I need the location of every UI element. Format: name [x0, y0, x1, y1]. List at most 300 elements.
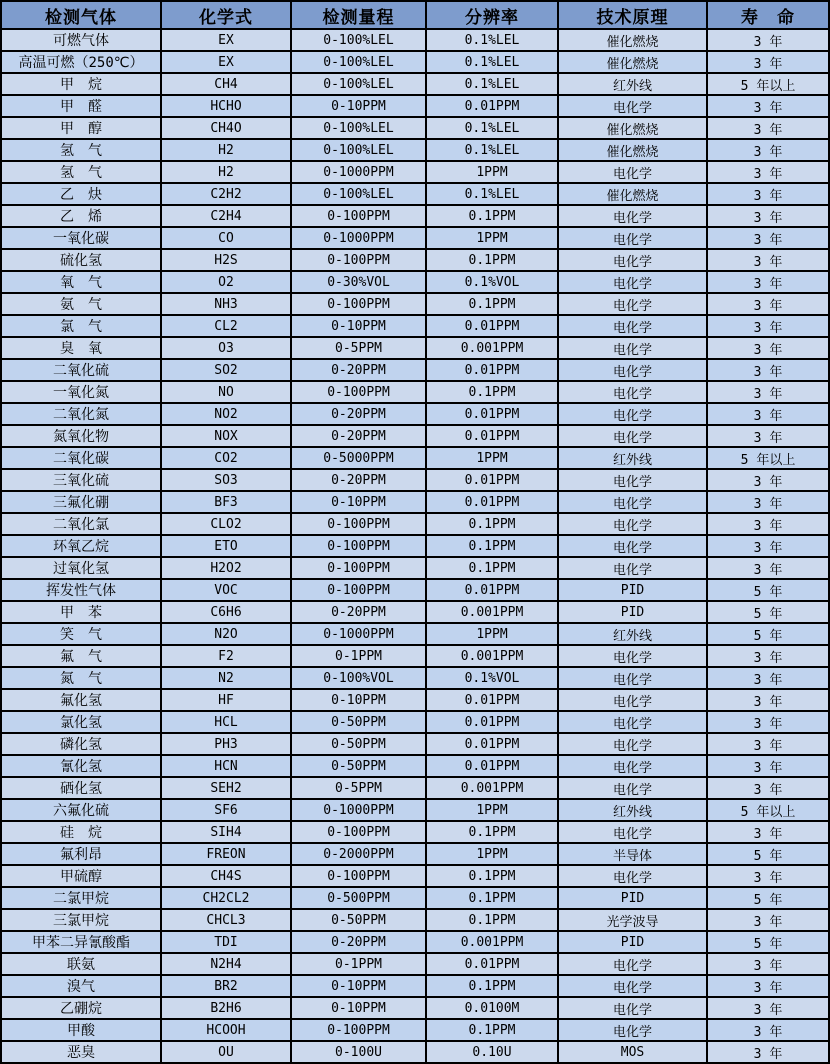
cell-range: 0-100%LEL	[291, 29, 426, 51]
cell-formula: CHCL3	[161, 909, 291, 931]
cell-lifespan: 3 年	[707, 535, 829, 557]
table-row	[1, 909, 829, 931]
cell-resolution: 0.1PPM	[426, 381, 558, 403]
table-row	[1, 535, 829, 557]
cell-range: 0-100PPM	[291, 821, 426, 843]
cell-range: 0-100PPM	[291, 557, 426, 579]
cell-resolution: 1PPM	[426, 799, 558, 821]
cell-formula: NO	[161, 381, 291, 403]
cell-resolution: 0.1%VOL	[426, 667, 558, 689]
cell-gas: 硫化氢	[1, 249, 161, 271]
cell-principle: 电化学	[558, 95, 707, 117]
cell-lifespan: 3 年	[707, 51, 829, 73]
cell-formula: HCHO	[161, 95, 291, 117]
cell-gas: 氯化氢	[1, 711, 161, 733]
cell-formula: O2	[161, 271, 291, 293]
table-row	[1, 843, 829, 865]
cell-formula: H2	[161, 161, 291, 183]
table-row	[1, 755, 829, 777]
table-row	[1, 227, 829, 249]
cell-lifespan: 5 年	[707, 887, 829, 909]
cell-resolution: 0.1%LEL	[426, 51, 558, 73]
cell-range: 0-10PPM	[291, 491, 426, 513]
cell-lifespan: 3 年	[707, 183, 829, 205]
cell-principle: 催化燃烧	[558, 29, 707, 51]
cell-formula: CH4S	[161, 865, 291, 887]
cell-principle: PID	[558, 887, 707, 909]
cell-formula: N2	[161, 667, 291, 689]
cell-resolution: 0.1PPM	[426, 887, 558, 909]
cell-resolution: 0.1PPM	[426, 205, 558, 227]
table-row	[1, 117, 829, 139]
cell-resolution: 0.001PPM	[426, 931, 558, 953]
cell-range: 0-20PPM	[291, 359, 426, 381]
cell-range: 0-500PPM	[291, 887, 426, 909]
cell-principle: 电化学	[558, 975, 707, 997]
cell-lifespan: 3 年	[707, 755, 829, 777]
cell-lifespan: 3 年	[707, 227, 829, 249]
cell-gas: 甲 醇	[1, 117, 161, 139]
cell-resolution: 0.10U	[426, 1041, 558, 1063]
cell-range: 0-100%LEL	[291, 73, 426, 95]
cell-resolution: 0.01PPM	[426, 579, 558, 601]
cell-principle: 电化学	[558, 689, 707, 711]
table-header	[1, 1, 829, 29]
cell-gas: 六氟化硫	[1, 799, 161, 821]
column-header-gas: 检测气体	[1, 1, 161, 29]
cell-lifespan: 3 年	[707, 117, 829, 139]
cell-lifespan: 3 年	[707, 645, 829, 667]
cell-resolution: 0.1%LEL	[426, 29, 558, 51]
cell-range: 0-50PPM	[291, 909, 426, 931]
cell-range: 0-1000PPM	[291, 623, 426, 645]
cell-range: 0-100%VOL	[291, 667, 426, 689]
cell-gas: 甲硫醇	[1, 865, 161, 887]
cell-gas: 氟利昂	[1, 843, 161, 865]
cell-formula: VOC	[161, 579, 291, 601]
cell-resolution: 0.01PPM	[426, 755, 558, 777]
cell-gas: 过氧化氢	[1, 557, 161, 579]
cell-lifespan: 3 年	[707, 337, 829, 359]
cell-range: 0-50PPM	[291, 733, 426, 755]
cell-resolution: 0.1PPM	[426, 865, 558, 887]
cell-principle: 电化学	[558, 161, 707, 183]
cell-gas: 氢 气	[1, 139, 161, 161]
column-header-lifespan: 寿 命	[707, 1, 829, 29]
cell-lifespan: 3 年	[707, 997, 829, 1019]
cell-lifespan: 5 年	[707, 601, 829, 623]
cell-range: 0-50PPM	[291, 755, 426, 777]
cell-principle: 电化学	[558, 557, 707, 579]
table-row	[1, 315, 829, 337]
cell-gas: 溴气	[1, 975, 161, 997]
cell-principle: 催化燃烧	[558, 117, 707, 139]
cell-lifespan: 3 年	[707, 711, 829, 733]
cell-resolution: 0.1PPM	[426, 293, 558, 315]
table-row	[1, 447, 829, 469]
cell-resolution: 0.01PPM	[426, 315, 558, 337]
cell-gas: 二氧化氮	[1, 403, 161, 425]
cell-resolution: 0.1PPM	[426, 821, 558, 843]
cell-lifespan: 3 年	[707, 909, 829, 931]
cell-lifespan: 5 年	[707, 623, 829, 645]
cell-formula: SEH2	[161, 777, 291, 799]
cell-resolution: 0.01PPM	[426, 95, 558, 117]
table-row	[1, 271, 829, 293]
cell-range: 0-10PPM	[291, 95, 426, 117]
cell-resolution: 0.1%LEL	[426, 73, 558, 95]
table-row	[1, 997, 829, 1019]
cell-range: 0-100PPM	[291, 579, 426, 601]
cell-gas: 氯 气	[1, 315, 161, 337]
cell-lifespan: 3 年	[707, 161, 829, 183]
cell-resolution: 0.1%LEL	[426, 139, 558, 161]
cell-formula: SO2	[161, 359, 291, 381]
cell-range: 0-1000PPM	[291, 799, 426, 821]
cell-lifespan: 3 年	[707, 205, 829, 227]
cell-lifespan: 3 年	[707, 733, 829, 755]
cell-lifespan: 3 年	[707, 381, 829, 403]
cell-range: 0-20PPM	[291, 469, 426, 491]
cell-lifespan: 3 年	[707, 359, 829, 381]
cell-resolution: 0.01PPM	[426, 469, 558, 491]
table-row	[1, 953, 829, 975]
cell-formula: CL2	[161, 315, 291, 337]
cell-principle: 电化学	[558, 315, 707, 337]
header-row	[1, 1, 829, 29]
cell-gas: 甲 烷	[1, 73, 161, 95]
cell-principle: 催化燃烧	[558, 139, 707, 161]
cell-gas: 氟化氢	[1, 689, 161, 711]
cell-range: 0-1PPM	[291, 953, 426, 975]
cell-gas: 环氧乙烷	[1, 535, 161, 557]
cell-gas: 硒化氢	[1, 777, 161, 799]
table-row	[1, 161, 829, 183]
table-row	[1, 601, 829, 623]
cell-resolution: 0.01PPM	[426, 491, 558, 513]
cell-lifespan: 3 年	[707, 29, 829, 51]
cell-range: 0-20PPM	[291, 403, 426, 425]
cell-resolution: 0.1%LEL	[426, 117, 558, 139]
table-row	[1, 579, 829, 601]
table-row	[1, 183, 829, 205]
cell-range: 0-1000PPM	[291, 161, 426, 183]
cell-range: 0-2000PPM	[291, 843, 426, 865]
cell-resolution: 0.001PPM	[426, 645, 558, 667]
cell-range: 0-5000PPM	[291, 447, 426, 469]
cell-resolution: 1PPM	[426, 447, 558, 469]
cell-gas: 二氯甲烷	[1, 887, 161, 909]
cell-formula: SF6	[161, 799, 291, 821]
cell-principle: 电化学	[558, 865, 707, 887]
cell-gas: 二氧化硫	[1, 359, 161, 381]
cell-gas: 甲酸	[1, 1019, 161, 1041]
cell-principle: 红外线	[558, 623, 707, 645]
cell-gas: 三氯甲烷	[1, 909, 161, 931]
cell-formula: BF3	[161, 491, 291, 513]
cell-formula: H2S	[161, 249, 291, 271]
cell-principle: 电化学	[558, 535, 707, 557]
table-row	[1, 29, 829, 51]
cell-range: 0-100PPM	[291, 535, 426, 557]
cell-lifespan: 3 年	[707, 1019, 829, 1041]
cell-formula: O3	[161, 337, 291, 359]
cell-principle: 电化学	[558, 337, 707, 359]
cell-resolution: 0.01PPM	[426, 711, 558, 733]
cell-lifespan: 3 年	[707, 315, 829, 337]
cell-resolution: 0.001PPM	[426, 337, 558, 359]
table-row	[1, 73, 829, 95]
cell-lifespan: 5 年以上	[707, 799, 829, 821]
cell-range: 0-100%LEL	[291, 117, 426, 139]
cell-gas: 氢 气	[1, 161, 161, 183]
cell-gas: 一氧化氮	[1, 381, 161, 403]
cell-principle: 电化学	[558, 755, 707, 777]
cell-formula: CLO2	[161, 513, 291, 535]
cell-lifespan: 3 年	[707, 271, 829, 293]
cell-range: 0-100%LEL	[291, 183, 426, 205]
table-row	[1, 799, 829, 821]
cell-principle: 电化学	[558, 227, 707, 249]
cell-resolution: 0.1PPM	[426, 909, 558, 931]
cell-lifespan: 5 年	[707, 931, 829, 953]
table-row	[1, 821, 829, 843]
cell-gas: 氨 气	[1, 293, 161, 315]
cell-resolution: 0.01PPM	[426, 403, 558, 425]
cell-lifespan: 5 年	[707, 579, 829, 601]
cell-formula: HCOOH	[161, 1019, 291, 1041]
table-row	[1, 425, 829, 447]
cell-range: 0-1PPM	[291, 645, 426, 667]
cell-formula: NOX	[161, 425, 291, 447]
cell-principle: 电化学	[558, 667, 707, 689]
cell-principle: 电化学	[558, 249, 707, 271]
column-header-range: 检测量程	[291, 1, 426, 29]
cell-gas: 氮氧化物	[1, 425, 161, 447]
cell-lifespan: 3 年	[707, 953, 829, 975]
cell-principle: 红外线	[558, 73, 707, 95]
cell-range: 0-100PPM	[291, 293, 426, 315]
cell-gas: 氰化氢	[1, 755, 161, 777]
cell-formula: F2	[161, 645, 291, 667]
cell-formula: HCN	[161, 755, 291, 777]
cell-gas: 甲 醛	[1, 95, 161, 117]
table-row	[1, 337, 829, 359]
table-row	[1, 513, 829, 535]
cell-principle: 电化学	[558, 381, 707, 403]
cell-lifespan: 3 年	[707, 557, 829, 579]
cell-principle: 电化学	[558, 821, 707, 843]
cell-range: 0-100PPM	[291, 1019, 426, 1041]
cell-principle: 催化燃烧	[558, 183, 707, 205]
cell-gas: 二氧化碳	[1, 447, 161, 469]
cell-gas: 氧 气	[1, 271, 161, 293]
cell-range: 0-100PPM	[291, 249, 426, 271]
cell-resolution: 0.1PPM	[426, 975, 558, 997]
table-row	[1, 403, 829, 425]
table-row	[1, 1019, 829, 1041]
cell-lifespan: 3 年	[707, 491, 829, 513]
cell-gas: 乙 炔	[1, 183, 161, 205]
cell-principle: MOS	[558, 1041, 707, 1063]
cell-resolution: 0.01PPM	[426, 733, 558, 755]
cell-range: 0-5PPM	[291, 777, 426, 799]
cell-formula: N2O	[161, 623, 291, 645]
cell-formula: C2H2	[161, 183, 291, 205]
cell-lifespan: 5 年以上	[707, 73, 829, 95]
cell-formula: ETO	[161, 535, 291, 557]
cell-range: 0-50PPM	[291, 711, 426, 733]
cell-gas: 氟 气	[1, 645, 161, 667]
cell-principle: 红外线	[558, 447, 707, 469]
cell-lifespan: 3 年	[707, 469, 829, 491]
cell-principle: 电化学	[558, 1019, 707, 1041]
cell-resolution: 0.01PPM	[426, 425, 558, 447]
cell-formula: B2H6	[161, 997, 291, 1019]
cell-formula: CH4O	[161, 117, 291, 139]
table-row	[1, 249, 829, 271]
table-row	[1, 711, 829, 733]
cell-lifespan: 3 年	[707, 249, 829, 271]
cell-range: 0-10PPM	[291, 975, 426, 997]
cell-gas: 氮 气	[1, 667, 161, 689]
cell-principle: PID	[558, 601, 707, 623]
cell-gas: 高温可燃（250℃）	[1, 51, 161, 73]
cell-resolution: 1PPM	[426, 161, 558, 183]
table-row	[1, 469, 829, 491]
cell-formula: EX	[161, 29, 291, 51]
cell-lifespan: 5 年	[707, 843, 829, 865]
cell-principle: 电化学	[558, 469, 707, 491]
table-row	[1, 777, 829, 799]
cell-lifespan: 3 年	[707, 139, 829, 161]
cell-range: 0-10PPM	[291, 997, 426, 1019]
cell-range: 0-10PPM	[291, 689, 426, 711]
cell-gas: 甲苯二异氰酸酯	[1, 931, 161, 953]
column-header-formula: 化学式	[161, 1, 291, 29]
cell-principle: 红外线	[558, 799, 707, 821]
cell-lifespan: 3 年	[707, 777, 829, 799]
cell-formula: PH3	[161, 733, 291, 755]
cell-lifespan: 3 年	[707, 293, 829, 315]
table-row	[1, 645, 829, 667]
cell-principle: 半导体	[558, 843, 707, 865]
cell-formula: EX	[161, 51, 291, 73]
cell-formula: HF	[161, 689, 291, 711]
cell-formula: C6H6	[161, 601, 291, 623]
cell-range: 0-30%VOL	[291, 271, 426, 293]
cell-lifespan: 3 年	[707, 821, 829, 843]
table-row	[1, 931, 829, 953]
cell-resolution: 0.01PPM	[426, 953, 558, 975]
cell-principle: 电化学	[558, 359, 707, 381]
cell-gas: 乙硼烷	[1, 997, 161, 1019]
table-row	[1, 733, 829, 755]
cell-principle: 催化燃烧	[558, 51, 707, 73]
cell-range: 0-100PPM	[291, 381, 426, 403]
cell-principle: 光学波导	[558, 909, 707, 931]
cell-principle: PID	[558, 579, 707, 601]
cell-lifespan: 3 年	[707, 403, 829, 425]
cell-resolution: 1PPM	[426, 623, 558, 645]
cell-formula: FREON	[161, 843, 291, 865]
cell-principle: 电化学	[558, 997, 707, 1019]
cell-formula: CO	[161, 227, 291, 249]
cell-lifespan: 3 年	[707, 95, 829, 117]
cell-lifespan: 5 年以上	[707, 447, 829, 469]
table-row	[1, 51, 829, 73]
cell-gas: 三氧化硫	[1, 469, 161, 491]
cell-range: 0-5PPM	[291, 337, 426, 359]
cell-principle: 电化学	[558, 205, 707, 227]
cell-principle: 电化学	[558, 491, 707, 513]
cell-resolution: 0.1%LEL	[426, 183, 558, 205]
cell-range: 0-100PPM	[291, 205, 426, 227]
cell-lifespan: 3 年	[707, 1041, 829, 1063]
cell-formula: NO2	[161, 403, 291, 425]
cell-gas: 可燃气体	[1, 29, 161, 51]
cell-formula: SIH4	[161, 821, 291, 843]
cell-lifespan: 3 年	[707, 975, 829, 997]
cell-gas: 笑 气	[1, 623, 161, 645]
cell-formula: TDI	[161, 931, 291, 953]
cell-principle: 电化学	[558, 777, 707, 799]
cell-range: 0-20PPM	[291, 425, 426, 447]
cell-principle: 电化学	[558, 513, 707, 535]
cell-resolution: 0.001PPM	[426, 601, 558, 623]
column-header-resolution: 分辨率	[426, 1, 558, 29]
table-row	[1, 887, 829, 909]
cell-principle: 电化学	[558, 293, 707, 315]
cell-range: 0-10PPM	[291, 315, 426, 337]
cell-range: 0-20PPM	[291, 601, 426, 623]
cell-principle: 电化学	[558, 953, 707, 975]
cell-range: 0-100PPM	[291, 865, 426, 887]
cell-lifespan: 3 年	[707, 425, 829, 447]
table-row	[1, 623, 829, 645]
cell-gas: 二氧化氯	[1, 513, 161, 535]
cell-formula: CH4	[161, 73, 291, 95]
table-row	[1, 557, 829, 579]
table-row	[1, 139, 829, 161]
table-row	[1, 381, 829, 403]
cell-principle: 电化学	[558, 645, 707, 667]
cell-gas: 恶臭	[1, 1041, 161, 1063]
cell-formula: HCL	[161, 711, 291, 733]
cell-formula: H2O2	[161, 557, 291, 579]
cell-gas: 乙 烯	[1, 205, 161, 227]
cell-gas: 磷化氢	[1, 733, 161, 755]
table-row	[1, 205, 829, 227]
cell-formula: SO3	[161, 469, 291, 491]
cell-resolution: 0.1PPM	[426, 249, 558, 271]
cell-principle: 电化学	[558, 711, 707, 733]
cell-lifespan: 3 年	[707, 865, 829, 887]
cell-formula: OU	[161, 1041, 291, 1063]
cell-gas: 一氧化碳	[1, 227, 161, 249]
cell-resolution: 1PPM	[426, 227, 558, 249]
column-header-principle: 技术原理	[558, 1, 707, 29]
cell-range: 0-100U	[291, 1041, 426, 1063]
table-row	[1, 975, 829, 997]
cell-formula: CH2CL2	[161, 887, 291, 909]
cell-principle: 电化学	[558, 403, 707, 425]
cell-resolution: 0.1PPM	[426, 535, 558, 557]
cell-formula: N2H4	[161, 953, 291, 975]
cell-formula: NH3	[161, 293, 291, 315]
cell-resolution: 0.1PPM	[426, 513, 558, 535]
table-body	[1, 29, 829, 1063]
